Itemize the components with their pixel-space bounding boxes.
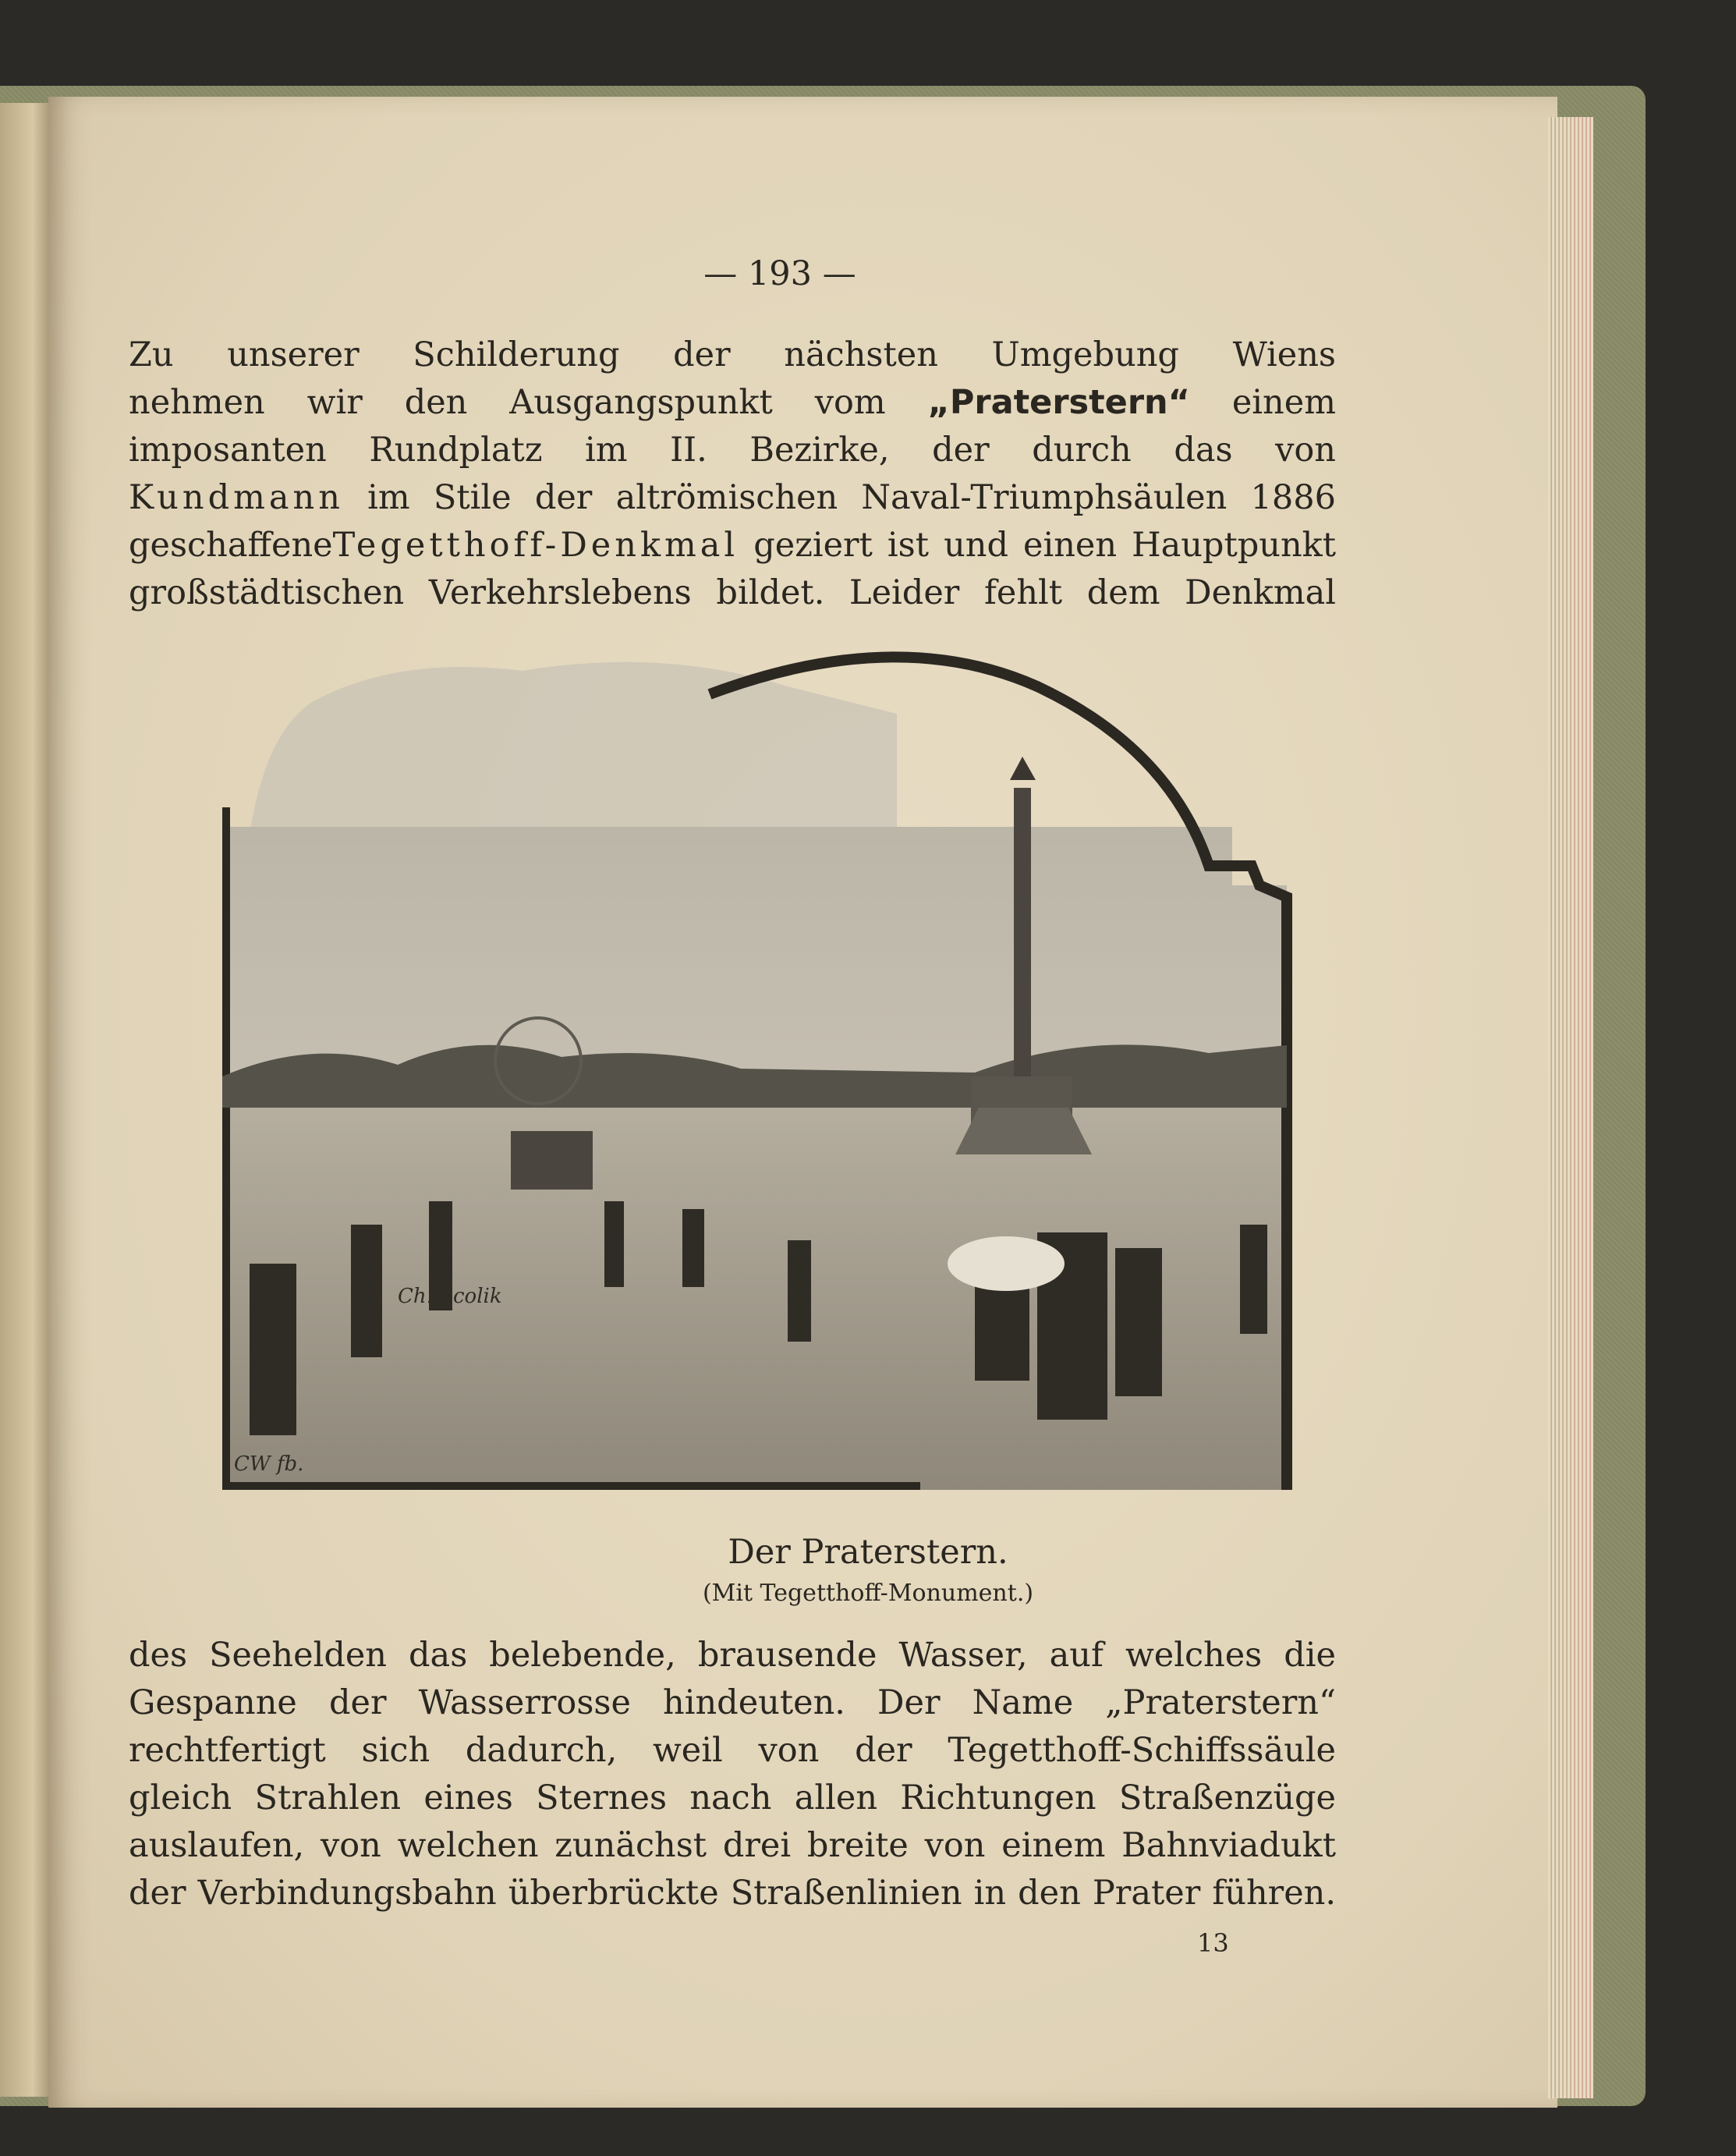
text-line: Gespanne der Wasserrosse hindeuten. Der Name „Praterstern“ [129, 1683, 1336, 1722]
praterstern-illustration [195, 640, 1302, 1498]
paragraph-1 [129, 332, 1336, 617]
page-block-edge [1548, 117, 1593, 2098]
text-line: geschaffeneTegetthoff-Denkmal geziert ist und einen Hauptpunkt [129, 526, 1336, 565]
page-number: — 193 — [703, 254, 856, 293]
text-line: auslaufen, von welchen zunächst drei breite von einem Bahnviadukt [129, 1826, 1336, 1865]
engraver-signature: CW fb. [234, 1452, 304, 1476]
praterstern-bold: „Praterstern“ [927, 383, 1190, 422]
signature-mark: 13 [1197, 1928, 1229, 1958]
paragraph-2 [129, 1632, 1336, 1917]
text-line: der Verbindungsbahn überbrückte Straßenlinien in den Prater führen. [129, 1874, 1336, 1913]
left-page-edge [0, 103, 55, 2097]
text-line: nehmen wir den Ausgangspunkt vom „Praterstern“ einem [129, 383, 1336, 422]
text-line: rechtfertigt sich dadurch, weil von der Tegetthoff-Schiffssäule [129, 1731, 1336, 1770]
figure-caption: Der Praterstern. [728, 1533, 1008, 1572]
text-line: Zu unserer Schilderung der nächsten Umgebung Wiens [129, 335, 1336, 374]
figure-caption-subtitle: (Mit Tegetthoff-Monument.) [702, 1580, 1034, 1607]
text-line: Kundmann im Stile der altrömischen Naval-Triumphsäulen 1886 [129, 478, 1336, 517]
text-line: gleich Strahlen eines Sternes nach allen Richtungen Straßenzüge [129, 1778, 1336, 1817]
text-line: großstädtischen Verkehrslebens bildet. Leider fehlt dem Denkmal [129, 573, 1336, 612]
text-line: imposanten Rundplatz im II. Bezirke, der durch das von [129, 431, 1336, 470]
photographer-signature: Ch. Scolik [398, 1285, 502, 1308]
text-line: des Seehelden das belebende, brausende Wasser, auf welches die [129, 1636, 1336, 1675]
